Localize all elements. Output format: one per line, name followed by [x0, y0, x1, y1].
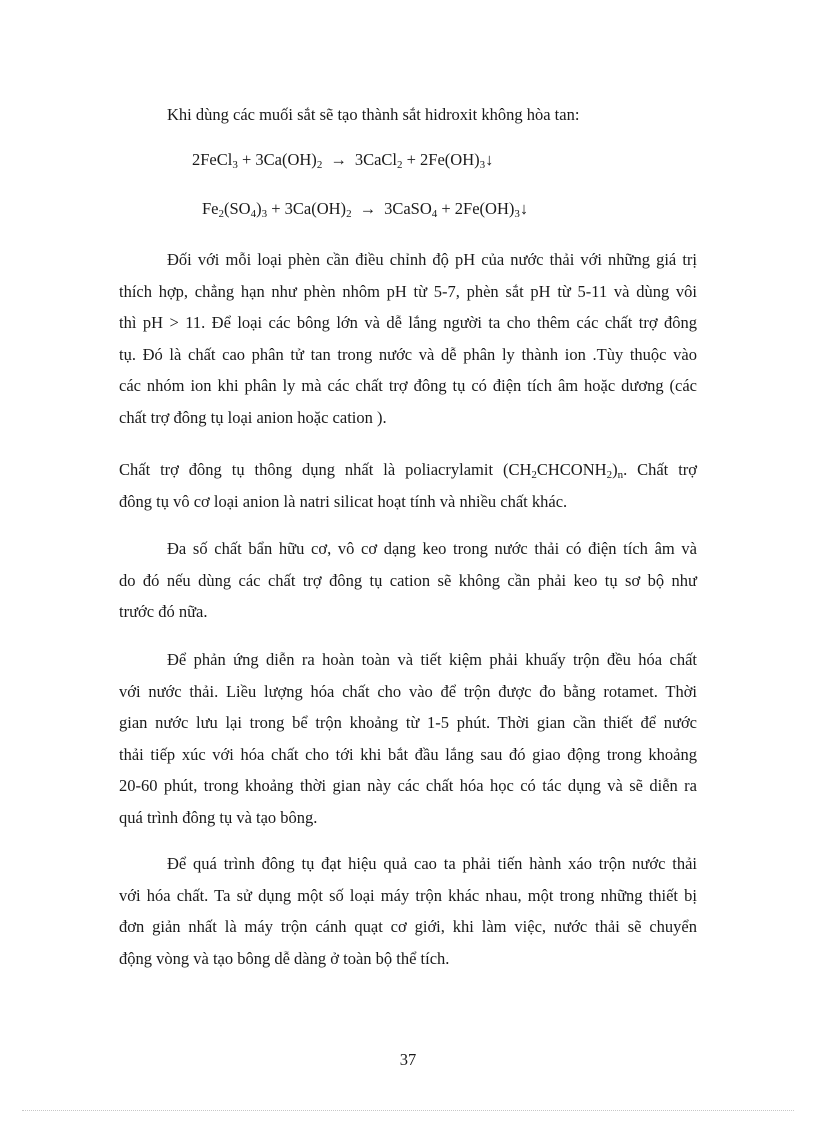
paragraph-line: đông tụ vô cơ loại anion là natri silicat hoạt tính và nhiều chất khác. — [119, 491, 568, 511]
paragraph-line: Đối với mỗi loại phèn cần điều chỉnh độ pH của nước thải với những giá trị — [167, 250, 697, 269]
equation-fe2so43: $Fe_2(SO_4)_3 + 3Ca(OH)_2$ → 3CaSO$_4$ + $2Fe(OH)_3↓$ — [202, 199, 529, 220]
paragraph-line: quá trình đông tụ và tạo bông. — [119, 807, 318, 827]
paragraph-line: Để quá trình đông tụ đạt hiệu quả cao ta phải tiến hành xáo trộn nước thải — [167, 854, 697, 873]
paragraph-line: động vòng và tạo bông dễ dàng ở toàn bộ thể tích. — [119, 948, 450, 968]
paragraph-line: đơn giản nhất là máy trộn cánh quạt cơ giới, khi làm việc, nước thải sẽ chuyển — [119, 917, 697, 936]
paragraph-line: Khi dùng các muối sắt sẽ tạo thành sắt hidroxit không hòa tan: — [167, 105, 580, 124]
paragraph-line: Đa số chất bẩn hữu cơ, vô cơ dạng keo trong nước thải có điện tích âm và — [167, 539, 697, 558]
paragraph-line: với nước thải. Liều lượng hóa chất cho vào để trộn được đo bằng rotamet. Thời — [119, 681, 697, 701]
paragraph-intro — [119, 99, 697, 131]
paragraph-line: thải tiếp xúc với hóa chất cho tới khi bắt đầu lắng sau đó giao động trong khoảng — [119, 744, 697, 764]
paragraph-line: tụ. Đó là chất cao phân tử tan trong nước và dễ phân ly thành ion .Tùy thuộc vào — [119, 344, 697, 364]
paragraph-line: trước đó nữa. — [119, 602, 208, 621]
paragraph-mixing — [119, 644, 697, 833]
paragraph-line: Chất trợ đông tụ thông dụng nhất là poliacrylamit $(CH_2CHCONH_2)_n$. Chất trợ — [119, 460, 697, 481]
paragraph-poliacrylamit — [119, 454, 697, 517]
paragraph-line: chất trợ đông tụ loại anion hoặc cation ). — [119, 407, 387, 427]
equation-fecl3: 2FeCl$_3$ + $3Ca(OH)_2$ → 3CaCl$_2$ + $2Fe(OH)_3↓$ — [192, 150, 494, 171]
paragraph-efficiency — [119, 848, 697, 974]
paragraph-colloid-charge — [119, 533, 697, 628]
page-bottom-divider — [22, 1110, 794, 1111]
paragraph-line: thì pH > 11. Để loại các bông lớn và dễ lắng người ta cho thêm các chất trợ đông — [119, 313, 697, 332]
paragraph-line: 20-60 phút, trong khoảng thời gian này các chất hóa học có tác dụng và sẽ diễn ra — [119, 776, 697, 795]
page-number: 37 — [399, 1050, 417, 1069]
paragraph-line: với hóa chất. Ta sử dụng một số loại máy trộn khác nhau, một trong những thiết bị — [119, 885, 697, 905]
paragraph-line: gian nước lưu lại trong bể trộn khoảng từ 1-5 phút. Thời gian cần thiết để nước — [119, 713, 697, 732]
paragraph-line: Để phản ứng diễn ra hoàn toàn và tiết kiệm phải khuấy trộn đều hóa chất — [167, 650, 697, 669]
precipitate-arrow-icon: ↓ — [519, 199, 529, 218]
paragraph-ph-adjustment — [119, 244, 697, 433]
precipitate-arrow-icon: ↓ — [485, 150, 494, 169]
reaction-arrow-icon: → — [330, 150, 347, 169]
paragraph-line: do đó nếu dùng các chất trợ đông tụ cation sẽ không cần phải keo tụ sơ bộ như — [119, 570, 697, 590]
paragraph-line: thích hợp, chẳng hạn như phèn nhôm pH từ 5-7, phèn sắt pH từ 5-11 và dùng vôi — [119, 281, 697, 301]
reaction-arrow-icon: → — [359, 199, 377, 218]
paragraph-line: các nhóm ion khi phân ly mà các chất trợ đông tụ có điện tích âm hoặc dương (các — [119, 376, 697, 395]
